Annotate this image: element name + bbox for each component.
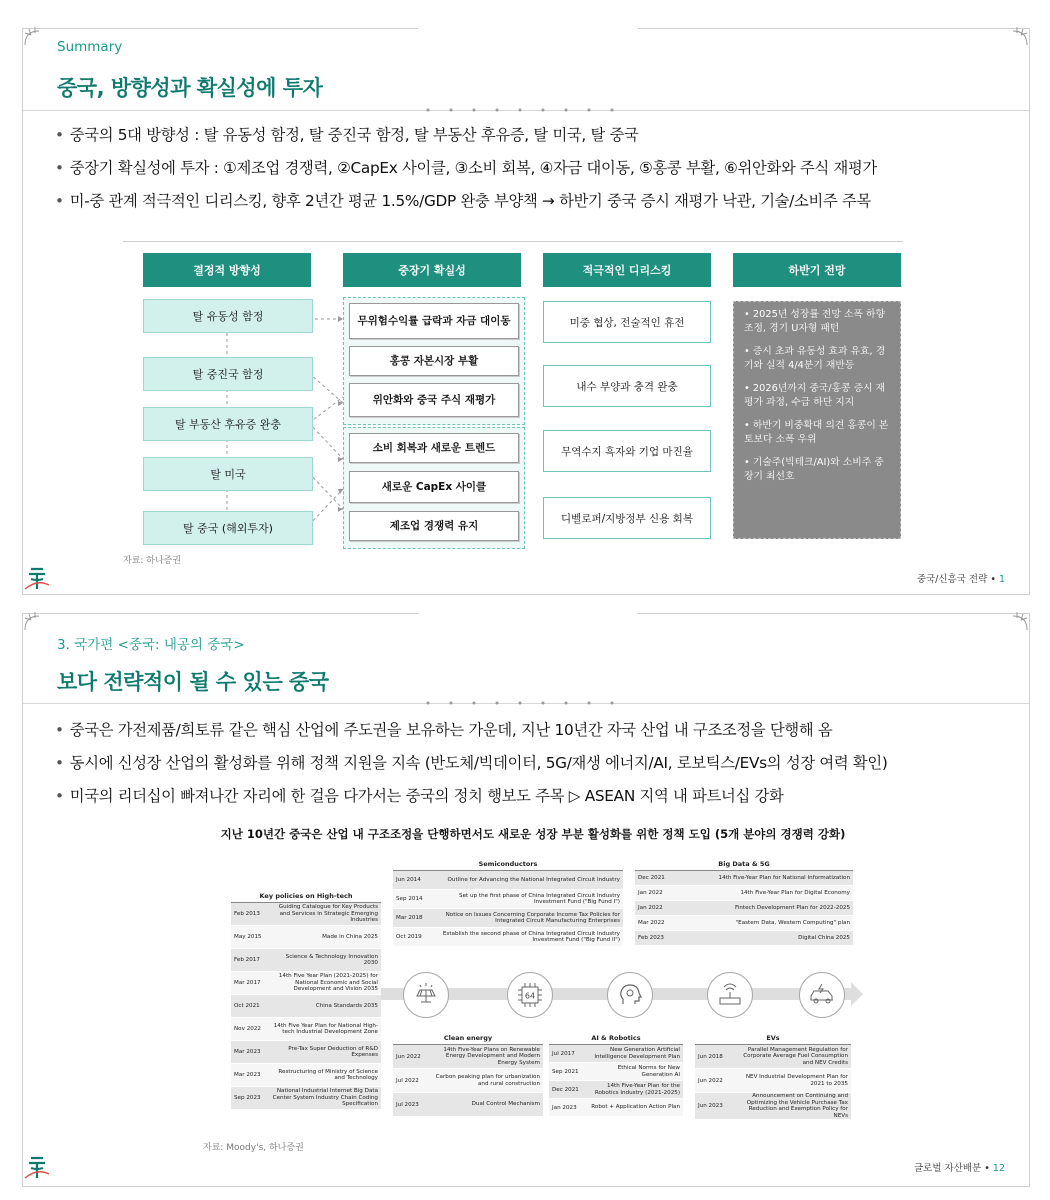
table-rows <box>695 1045 851 1120</box>
table-row <box>231 1041 381 1064</box>
direction-item: 탈 부동산 후유증 완충 <box>143 407 313 441</box>
bigdata-table <box>635 858 853 946</box>
policy-name: Outline for Advancing the National Integrated Circuit Industry <box>447 876 620 883</box>
table-row <box>393 1069 543 1093</box>
certainty-item: 소비 회복과 새로운 트렌드 <box>349 433 519 463</box>
outlook-item: • 2026년까지 중국/홍콩 증시 재평가 과정, 수급 하단 지지 <box>744 382 890 410</box>
policy-date: Jul 2022 <box>396 1077 419 1084</box>
slide-strategy <box>22 613 1030 1187</box>
policy-name: Dual Control Mechanism <box>471 1101 540 1108</box>
policy-figure <box>203 826 863 1156</box>
policy-date: Jul 2017 <box>552 1050 575 1057</box>
header-col4: 하반기 전망 <box>733 253 901 287</box>
table-title: Semiconductors <box>393 858 623 871</box>
policy-name: 14th Five Year Plan (2021-2025) for National Economic and Social Development and Vision 2035 <box>278 973 378 993</box>
table-row <box>549 1063 683 1081</box>
policy-name: Digital China 2025 <box>798 934 850 941</box>
table-row <box>231 926 381 949</box>
policy-name: Made in China 2025 <box>322 933 378 940</box>
certainty-item: 홍콩 자본시장 부활 <box>349 346 519 376</box>
table-rows <box>393 871 623 947</box>
page-number: 12 <box>992 1163 1005 1174</box>
direction-item: 탈 중진국 함정 <box>143 357 313 391</box>
derisking-item: 디벨로퍼/지방정부 신용 회복 <box>543 497 711 539</box>
dot-divider <box>423 700 633 706</box>
policy-name: "Eastern Data, Western Computing" plan <box>735 919 850 926</box>
policy-date: Mar 2023 <box>234 1049 261 1055</box>
chip-icon <box>507 972 553 1018</box>
bullet-item: • 중국은 가전제품/희토류 같은 핵심 산업에 주도권을 보유하는 가운데, 지난 10년간 자국 산업 내 구조조정을 단행해 옴 <box>55 714 888 747</box>
policy-name: NEV Industrial Development Plan for 2021 to 2035 <box>745 1074 848 1087</box>
policy-date: Jul 2023 <box>396 1101 419 1108</box>
table-row <box>393 909 623 928</box>
footer: 글로벌 자산배분 • 12 <box>913 1163 1005 1174</box>
bullet-item: • 미국의 리더십이 빠져나간 자리에 한 걸음 다가서는 중국의 정치 행보도 주목 ▷ ASEAN 지역 내 파트너십 강화 <box>55 780 888 813</box>
header-col1: 결정적 방향성 <box>143 253 311 287</box>
policy-name: Carbon peaking plan for urbanization and rural construction <box>435 1074 540 1087</box>
slide-summary <box>22 28 1030 595</box>
section-label: 3. 국가편 <중국: 내공의 중국> <box>57 637 245 653</box>
table-row <box>695 1069 851 1093</box>
clean-energy-table <box>393 1032 543 1117</box>
policy-name: 14th Five-Year Plans on Renewable Energy Development and Modern Energy System <box>443 1046 540 1066</box>
router-icon <box>707 972 753 1018</box>
footer-label: 중국/신흥국 전략 <box>916 574 988 585</box>
certainty-item: 제조업 경쟁력 유지 <box>349 511 519 541</box>
policy-name: 14th Five Year Plan for National High-tech Industrial Development Zone <box>273 1022 378 1035</box>
outlook-item: • 증시 초과 유동성 효과 유효, 경기와 실적 4/4분기 재반등 <box>744 345 890 373</box>
table-row <box>635 901 853 916</box>
policy-name: Robot + Application Action Plan <box>591 1104 680 1111</box>
certainty-item: 무위험수익률 급락과 자금 대이동 <box>349 303 519 339</box>
table-row <box>635 886 853 901</box>
table-row <box>635 916 853 931</box>
table-row <box>695 1093 851 1120</box>
policy-name: Establish the second phase of China Integrated Circuit Industry Investment Fund ("Big Fund II") <box>442 930 620 943</box>
evs-table <box>695 1032 851 1120</box>
table-title: Big Data & 5G <box>635 858 853 871</box>
policy-date: Jan 2022 <box>638 905 663 911</box>
header-col2: 중장기 확실성 <box>343 253 521 287</box>
policy-date: Jan 2023 <box>552 1104 577 1111</box>
table-row <box>231 949 381 972</box>
outlook-item: • 기술주(빅테크/AI)와 소비주 중장기 최선호 <box>744 456 890 484</box>
outlook-panel <box>733 301 901 539</box>
source-note: 자료: 하나증권 <box>123 556 182 566</box>
table-row <box>549 1045 683 1063</box>
policy-name: National Industrial Internet Big Data Center System Industry Chain Coding Specification <box>272 1088 378 1108</box>
direction-item: 탈 유동성 함정 <box>143 299 313 333</box>
table-rows <box>635 871 853 946</box>
policy-date: Mar 2017 <box>234 980 261 986</box>
table-row <box>231 903 381 926</box>
policy-date: Dec 2021 <box>638 875 665 881</box>
ai-robotics-table <box>549 1032 683 1117</box>
table-rows <box>549 1045 683 1117</box>
page-title: 중국, 방향성과 확실성에 투자 <box>57 76 323 100</box>
policy-date: Oct 2019 <box>396 934 422 940</box>
figure-title: 지난 10년간 중국은 산업 내 구조조정을 단행하면서도 새로운 성장 부분 활성화를 위한 정책 도입 (5개 분야의 경쟁력 강화) <box>220 827 846 841</box>
solar-panel-icon <box>403 972 449 1018</box>
table-row <box>393 890 623 909</box>
table-row <box>231 1064 381 1087</box>
policy-name: Parallel Management Regulation for Corporate Average Fuel Consumption and NEV Credits <box>743 1046 848 1066</box>
source-note: 자료: Moody's, 하나증권 <box>203 1143 304 1153</box>
policy-date: Feb 2023 <box>638 935 664 941</box>
table-rows <box>231 903 381 1110</box>
footer: 중국/신흥국 전략 • 1 <box>916 574 1005 585</box>
bullet-item: • 중국의 5대 방향성 : 탈 유동성 함정, 탈 중진국 함정, 탈 부동산 후유증, 탈 미국, 탈 중국 <box>55 119 877 152</box>
bullet-list <box>55 714 888 813</box>
hana-logo-icon <box>23 565 53 591</box>
derisking-item: 무역수지 흑자와 기업 마진율 <box>543 430 711 472</box>
outlook-item: • 2025년 성장률 전망 소폭 하향조정, 경기 U자형 패턴 <box>744 308 890 336</box>
policy-date: Sep 2023 <box>234 1095 261 1101</box>
bullet-item: • 미-중 관계 적극적인 디리스킹, 향후 2년간 평균 1.5%/GDP 완충 부양책 → 하반기 중국 증시 재평가 낙관, 기술/소비주 주목 <box>55 185 877 218</box>
table-row <box>393 1093 543 1117</box>
bullet-item: • 동시에 신성장 산업의 활성화를 위해 정책 지원을 지속 (반도체/빅데이터, 5G/재생 에너지/AI, 로보틱스/EVs의 성장 여력 확인) <box>55 747 888 780</box>
table-row <box>231 972 381 995</box>
policy-date: Jun 2022 <box>396 1053 421 1060</box>
policy-date: May 2015 <box>234 934 262 940</box>
table-row <box>231 1018 381 1041</box>
policy-date: Jun 2023 <box>698 1103 723 1109</box>
derisking-item: 미중 협상, 전술적인 휴전 <box>543 301 711 343</box>
table-row <box>393 928 623 947</box>
table-title: Key policies on High-tech <box>231 890 381 903</box>
table-row <box>635 931 853 946</box>
certainty-item: 위안화와 중국 주식 재평가 <box>349 383 519 417</box>
policy-name: New Generation Artificial Intelligence Development Plan <box>594 1047 680 1060</box>
policy-name: Ethical Norms for New Generation AI <box>617 1065 680 1078</box>
table-row <box>393 1045 543 1069</box>
policy-date: Jun 2022 <box>698 1077 723 1084</box>
page-number: 1 <box>998 574 1005 585</box>
policy-date: Feb 2017 <box>234 957 260 963</box>
hana-logo-icon <box>23 1154 53 1180</box>
outlook-item: • 하반기 비중확대 의견 홍콩이 본토보다 소폭 우위 <box>744 419 890 447</box>
table-row <box>231 1087 381 1110</box>
table-row <box>549 1081 683 1099</box>
ornament-icon <box>21 610 55 634</box>
page-title: 보다 전략적이 될 수 있는 중국 <box>57 670 329 694</box>
policy-name: Guiding Catalogue for Key Products and Services in Strategic Emerging Industries <box>278 904 378 924</box>
table-row <box>695 1045 851 1069</box>
policy-date: Dec 2021 <box>552 1086 579 1093</box>
header-col3: 적극적인 디리스킹 <box>543 253 711 287</box>
policy-date: Sep 2014 <box>396 896 423 902</box>
policy-date: Feb 2013 <box>234 911 260 917</box>
chip-label: 64 <box>524 991 536 1001</box>
policy-name: 14th Five-Year Plan for National Informatization <box>718 874 850 881</box>
policy-date: Sep 2021 <box>552 1068 579 1075</box>
table-row <box>231 995 381 1018</box>
policy-name: Pre-Tax Super Deduction of R&D Expenses <box>288 1045 378 1058</box>
policy-date: Mar 2023 <box>234 1072 261 1078</box>
section-label: Summary <box>57 39 123 55</box>
bullet-item: • 중장기 확실성에 투자 : ①제조업 경쟁력, ②CapEx 사이클, ③소비 회복, ④자금 대이동, ⑤홍콩 부활, ⑥위안화와 주식 재평가 <box>55 152 877 185</box>
policy-name: 14th Five-Year Plan for the Robotics Industry (2021-2025) <box>594 1083 680 1096</box>
policy-name: Notice on Issues Concerning Corporate Income Tax Policies for Integrated Circuit Manufacturing Enterprises <box>445 911 620 924</box>
policy-name: 14th Five-Year Plan for Digital Economy <box>740 889 850 896</box>
certainty-item: 새로운 CapEx 사이클 <box>349 471 519 503</box>
policy-name: Science & Technology Innovation 2030 <box>285 953 378 966</box>
table-title: Clean energy <box>393 1032 543 1045</box>
key-policies-table <box>231 890 381 1110</box>
policy-date: Jun 2018 <box>698 1053 723 1060</box>
table-rows <box>393 1045 543 1117</box>
direction-item: 탈 중국 (해외투자) <box>143 511 313 545</box>
table-title: AI & Robotics <box>549 1032 683 1045</box>
policy-name: Set up the first phase of China Integrated Circuit Industry Investment Fund ("Big Fund I") <box>459 892 620 905</box>
semiconductors-table <box>393 858 623 947</box>
ornament-icon <box>997 610 1031 634</box>
ev-car-icon <box>799 972 845 1018</box>
policy-date: Mar 2018 <box>396 915 423 921</box>
policy-name: Fintech Development Plan for 2022-2025 <box>734 904 850 911</box>
ai-head-icon <box>607 972 653 1018</box>
policy-date: Jun 2014 <box>396 877 421 883</box>
derisking-item: 내수 부양과 충격 완충 <box>543 365 711 407</box>
policy-name: Announcement on Continuing and Optimizing the Vehicle Purchase Tax Reduction and Exemption Policy for NEVs <box>746 1093 848 1119</box>
table-row <box>635 871 853 886</box>
footer-label: 글로벌 자산배분 <box>913 1163 982 1174</box>
direction-item: 탈 미국 <box>143 457 313 491</box>
policy-date: Jan 2022 <box>638 890 663 896</box>
policy-name: Restructuring of Ministry of Science and Technology <box>278 1068 378 1081</box>
policy-date: Nov 2022 <box>234 1026 261 1032</box>
table-title: EVs <box>695 1032 851 1045</box>
policy-name: China Standards 2035 <box>315 1002 378 1009</box>
policy-date: Oct 2021 <box>234 1003 260 1009</box>
table-row <box>393 871 623 890</box>
table-row <box>549 1099 683 1117</box>
policy-date: Mar 2022 <box>638 920 665 926</box>
